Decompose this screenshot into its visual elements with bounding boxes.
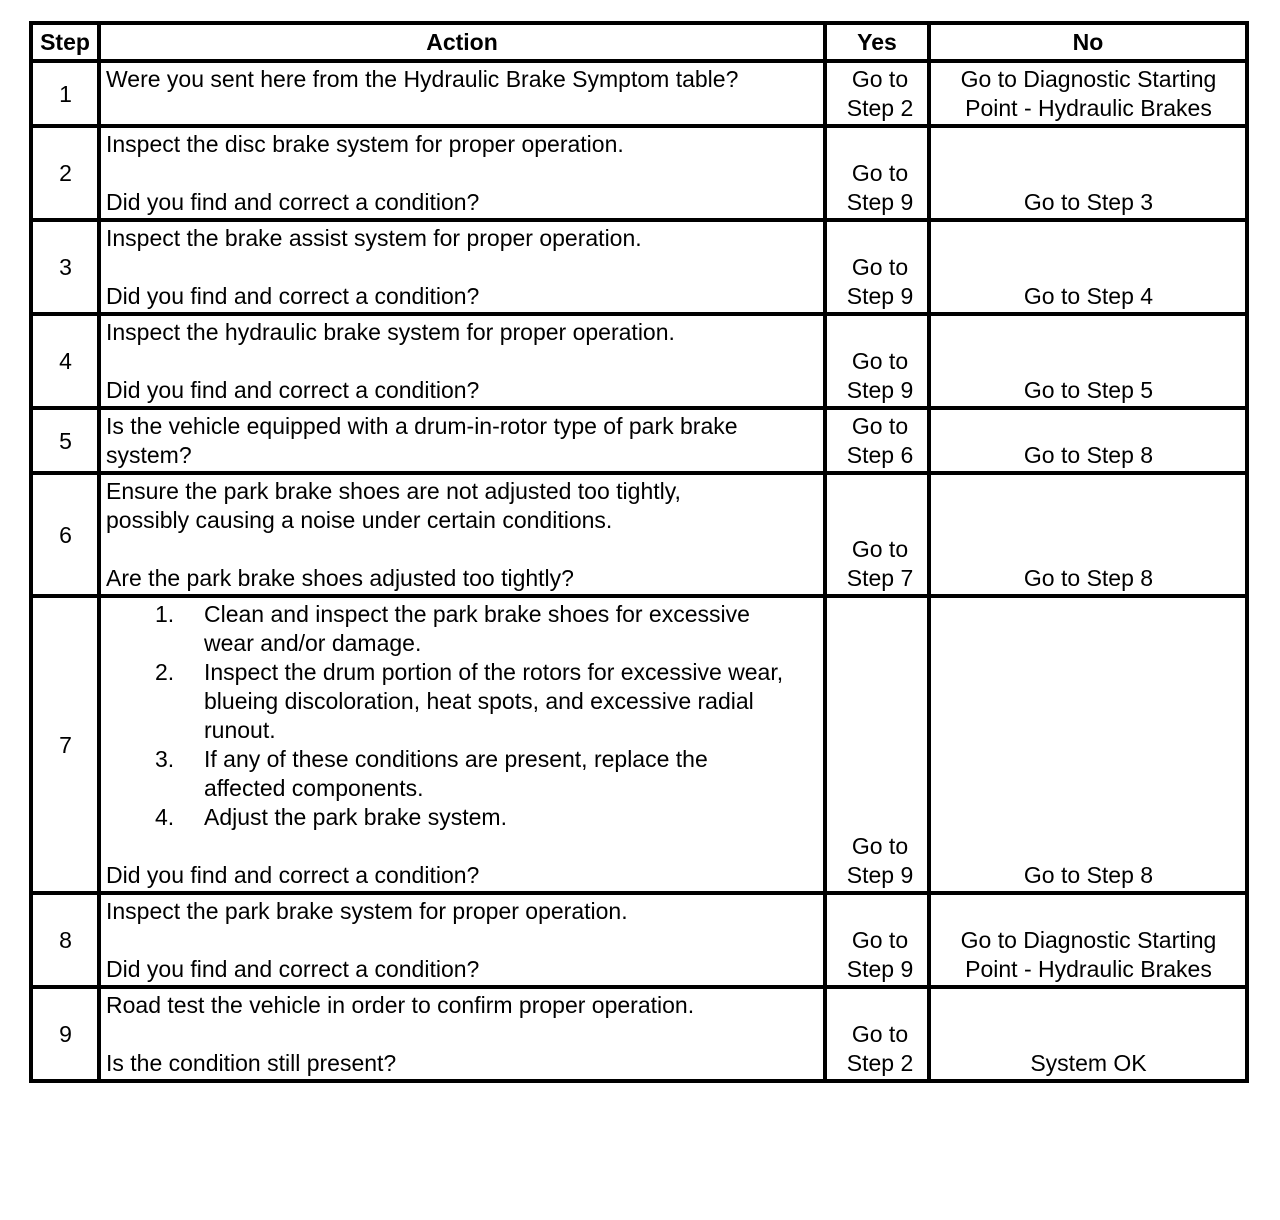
yes-text: Go to Step 6: [846, 413, 914, 468]
no-text: Go to Step 8: [1023, 442, 1154, 468]
header-action: Action: [99, 23, 825, 61]
action-question: Did you find and correct a condition?: [106, 283, 480, 309]
action-text: Inspect the brake assist system for proper operation.: [106, 225, 642, 251]
header-no: No: [929, 23, 1247, 61]
no-cell: [929, 408, 1247, 473]
table-row: [31, 596, 1247, 893]
step-number: 5: [31, 408, 99, 473]
table-row: [31, 893, 1247, 987]
list-item: [106, 803, 819, 832]
no-text: System OK: [1030, 1050, 1147, 1076]
action-text: Ensure the park brake shoes are not adjusted too tightly, possibly causing a noise under certain conditions.: [106, 478, 681, 533]
step-number: 3: [31, 220, 99, 314]
no-text: Go to Step 8: [1023, 862, 1154, 888]
step-number: 6: [31, 473, 99, 596]
action-cell: [99, 408, 825, 473]
substep-text: Inspect the drum portion of the rotors for excessive wear, blueing discoloration, heat spots, and excessive radial runout.: [204, 659, 784, 743]
yes-text: Go to Step 9: [846, 160, 914, 215]
substep-number: 3.: [155, 746, 175, 772]
no-text: Go to Step 3: [1023, 189, 1154, 215]
yes-text: Go to Step 2: [846, 66, 914, 121]
no-cell: [929, 987, 1247, 1081]
action-question: Did you find and correct a condition?: [106, 189, 480, 215]
header-step: Step: [31, 23, 99, 61]
table-row: [31, 473, 1247, 596]
no-cell: [929, 314, 1247, 408]
action-question: Are the park brake shoes adjusted too tightly?: [106, 565, 574, 591]
no-text: Go to Step 8: [1023, 565, 1154, 591]
yes-text: Go to Step 9: [846, 927, 914, 982]
yes-cell: [825, 220, 929, 314]
step-number: 4: [31, 314, 99, 408]
no-text: Go to Step 4: [1023, 283, 1154, 309]
no-cell: [929, 893, 1247, 987]
yes-cell: [825, 596, 929, 893]
substep-text: Clean and inspect the park brake shoes for excessive wear and/or damage.: [204, 601, 750, 656]
action-cell: [99, 987, 825, 1081]
no-cell: [929, 473, 1247, 596]
yes-cell: [825, 987, 929, 1081]
action-question: Did you find and correct a condition?: [106, 377, 480, 403]
action-question: Is the condition still present?: [106, 1050, 397, 1076]
yes-cell: [825, 126, 929, 220]
list-item: [106, 600, 819, 658]
action-question: Did you find and correct a condition?: [106, 956, 480, 982]
substep-text: If any of these conditions are present, replace the affected components.: [204, 746, 708, 801]
no-cell: [929, 596, 1247, 893]
yes-cell: [825, 408, 929, 473]
action-cell: [99, 220, 825, 314]
yes-cell: [825, 893, 929, 987]
step-number: 8: [31, 893, 99, 987]
action-cell: [99, 126, 825, 220]
action-text: Road test the vehicle in order to confirm proper operation.: [106, 992, 695, 1018]
action-cell: [99, 596, 825, 893]
header-yes: Yes: [825, 23, 929, 61]
table-row: [31, 61, 1247, 126]
header-row: [31, 23, 1247, 61]
action-cell: [99, 61, 825, 126]
substep-number: 2.: [155, 659, 175, 685]
no-cell: [929, 61, 1247, 126]
action-text: Inspect the park brake system for proper operation.: [106, 898, 628, 924]
step-number: 1: [31, 61, 99, 126]
action-text: Were you sent here from the Hydraulic Brake Symptom table?: [106, 66, 739, 92]
no-text: Go to Diagnostic Starting Point - Hydraulic Brakes: [960, 927, 1217, 982]
substep-text: Adjust the park brake system.: [204, 804, 507, 830]
list-item: [106, 745, 819, 803]
list-item: [106, 658, 819, 745]
yes-text: Go to Step 9: [846, 833, 914, 888]
action-text: Inspect the disc brake system for proper operation.: [106, 131, 624, 157]
yes-text: Go to Step 7: [846, 536, 914, 591]
step-number: 7: [31, 596, 99, 893]
table-row: [31, 126, 1247, 220]
yes-text: Go to Step 9: [846, 254, 914, 309]
no-text: Go to Step 5: [1023, 377, 1154, 403]
action-text: Is the vehicle equipped with a drum-in-rotor type of park brake system?: [106, 413, 738, 468]
action-question: Did you find and correct a condition?: [106, 862, 480, 888]
substep-number: 4.: [155, 804, 175, 830]
no-text: Go to Diagnostic Starting Point - Hydraulic Brakes: [960, 66, 1217, 121]
table-row: [31, 987, 1247, 1081]
yes-text: Go to Step 9: [846, 348, 914, 403]
table-row: [31, 314, 1247, 408]
action-cell: [99, 893, 825, 987]
no-cell: [929, 220, 1247, 314]
action-cell: [99, 314, 825, 408]
step-number: 2: [31, 126, 99, 220]
yes-cell: [825, 61, 929, 126]
yes-cell: [825, 314, 929, 408]
action-cell: [99, 473, 825, 596]
step-number: 9: [31, 987, 99, 1081]
yes-cell: [825, 473, 929, 596]
yes-text: Go to Step 2: [846, 1021, 914, 1076]
no-cell: [929, 126, 1247, 220]
table-row: [31, 408, 1247, 473]
diagnostic-table: [29, 21, 1249, 1083]
table-row: [31, 220, 1247, 314]
substep-number: 1.: [155, 601, 175, 627]
action-text: Inspect the hydraulic brake system for proper operation.: [106, 319, 675, 345]
substep-list: [106, 600, 819, 832]
